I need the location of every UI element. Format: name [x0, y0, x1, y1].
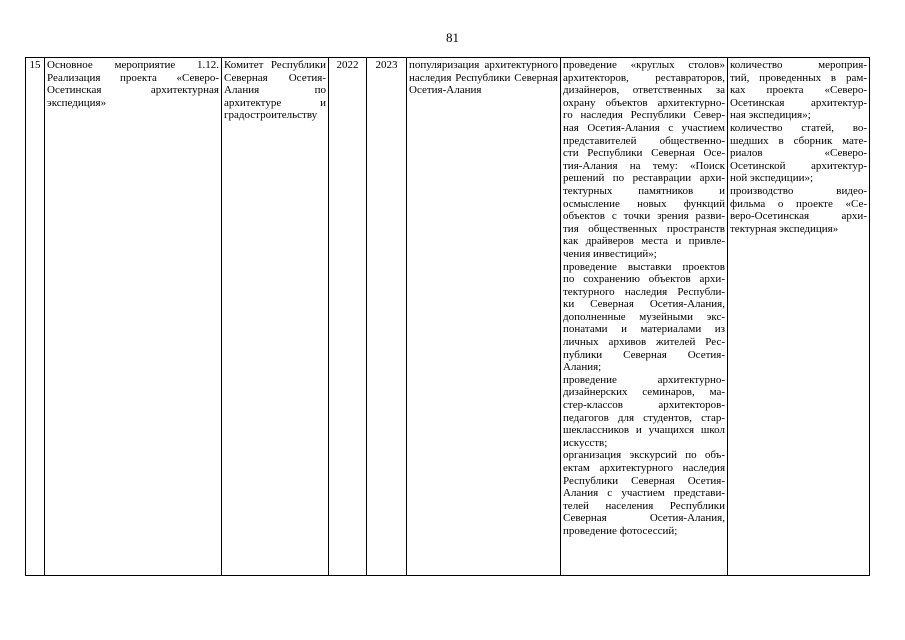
activity-line: шеклассников и учащихся школ [563, 424, 725, 437]
page-number: 81 [446, 30, 459, 45]
indicator-line: веро-Осетинская архи- [730, 210, 867, 223]
activities-cell [561, 58, 728, 576]
activity-line: проведение «круглых столов» [563, 59, 725, 71]
activity-line: дизайнерских семинаров, ма- [563, 386, 725, 399]
activity-line: педагогов для студентов, стар- [563, 411, 725, 424]
activity-line: телей населения Республики [563, 499, 725, 512]
activity-line: стер-классов архитекторов- [563, 399, 725, 412]
event-cell [45, 58, 222, 576]
row-number: 15 [29, 59, 41, 71]
activity-line: дизайнеров, ответственных за [563, 84, 725, 97]
activities-list [563, 59, 725, 538]
indicator-line: шедших в сборник мате- [730, 134, 867, 147]
indicator-line: фильма о проекте «Се- [730, 197, 867, 210]
activity-line: публики Северная Осетия- [563, 348, 725, 361]
activity-line: тия общественных пространств [563, 222, 725, 235]
activity-line: тектурного наследия Республи- [563, 285, 725, 298]
activity-line: тия-Алания на тему: «Поиск [563, 159, 725, 172]
indicator-line: тектурная экспедиция» [730, 222, 839, 235]
executor-cell [222, 58, 329, 576]
activity-line: по сохранению объектов архи- [563, 273, 725, 286]
activity-line: ная Осетия-Алания с участием [563, 121, 725, 134]
program-table [25, 57, 870, 576]
year-start-cell [329, 58, 367, 576]
indicator-line: ная экспедиция»; [730, 109, 811, 122]
indicator-line: Осетинская архитектур- [730, 96, 867, 109]
activity-line: осмысление новых функций [563, 197, 725, 210]
indicator-line: производство видео- [730, 184, 867, 197]
indicators-cell [728, 58, 870, 576]
activity-line: искусств; [563, 436, 608, 449]
activity-line: объектов с точки зрения разви- [563, 210, 725, 223]
goal-text: популяризация архитектурного наследия Республики Северная Осетия-Алания [409, 59, 558, 97]
row-number-cell [26, 58, 45, 576]
activity-line: архитекторов, реставраторов, [563, 71, 725, 84]
indicator-line: количество мероприя- [730, 59, 867, 71]
activity-line: ки Северная Осетия-Алания, [563, 298, 725, 311]
activity-line: как драйверов места и привле- [563, 235, 725, 248]
indicator-line: Осетинской архитектур- [730, 159, 867, 172]
year-end-cell [367, 58, 407, 576]
activity-line: понатами и материалами из [563, 323, 725, 336]
activity-line: сти Республики Северная Осе- [563, 147, 725, 160]
activity-line: ектам архитектурного наследия [563, 462, 725, 474]
indicator-line: ках проекта «Северо- [730, 84, 867, 97]
year-end: 2023 [375, 59, 398, 71]
indicator-line: риалов «Северо- [730, 147, 867, 160]
activity-line: проведение фотосессий; [563, 524, 678, 537]
year-start: 2022 [336, 59, 359, 71]
activity-line: го наследия Республики Север- [563, 109, 725, 122]
activity-line: решений по реставрации архи- [563, 172, 725, 185]
indicators-list [730, 59, 867, 235]
activity-line: Северная Осетия-Алания, [563, 512, 725, 525]
activity-line: Алания с участием представи- [563, 487, 725, 500]
activity-line: чения инвестиций»; [563, 247, 657, 260]
activity-line: Алания; [563, 361, 602, 374]
activity-line: личных архивов жителей Рес- [563, 336, 725, 349]
activity-line: дополненные музейными экс- [563, 310, 725, 323]
indicator-line: количество статей, во- [730, 121, 867, 134]
activity-line: Республики Северная Осетия- [563, 474, 725, 487]
activity-line: проведение архитектурно- [563, 373, 725, 386]
executor-text: Комитет Республики Северная Осетия-Алания по архитектуре и градостроительству [224, 59, 326, 122]
activity-line: представителей общественно- [563, 134, 725, 147]
event-text: Основное мероприятие 1.12. Реализация проекта «Северо-Осетинская архитектурная экспедиция» [47, 59, 219, 109]
indicator-line: тий, проведенных в рам- [730, 71, 867, 84]
table-row [26, 58, 870, 576]
activity-line: проведение выставки проектов [563, 260, 725, 273]
activity-line: организация экскурсий по объ- [563, 449, 725, 462]
activity-line: охрану объектов архитектурно- [563, 96, 725, 109]
indicator-line: ной экспедиции»; [730, 172, 814, 185]
goal-cell [407, 58, 561, 576]
activity-line: тектурных памятников и [563, 184, 725, 197]
